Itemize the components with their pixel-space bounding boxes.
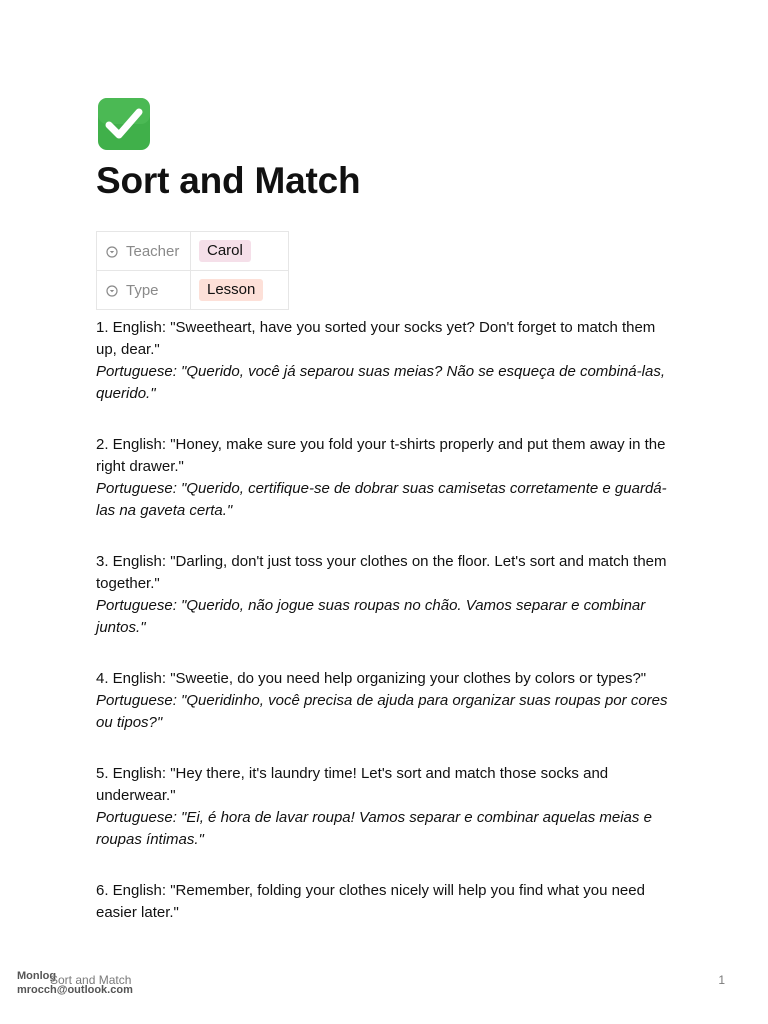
portuguese-phrase: Portuguese: "Querido, você já separou suas meias? Não se esqueça de combiná-las, querido." xyxy=(96,363,665,402)
property-name-cell xyxy=(97,232,191,271)
portuguese-phrase: Portuguese: "Querido, não jogue suas roupas no chão. Vamos separar e combinar juntos." xyxy=(96,597,646,636)
english-phrase: 4. English: "Sweetie, do you need help organizing your clothes by colors or types?" xyxy=(96,670,647,687)
property-name-teacher: Teacher xyxy=(126,242,180,260)
select-property-icon xyxy=(106,246,118,258)
property-row-type xyxy=(97,271,289,310)
properties-table xyxy=(96,231,289,310)
check-mark-button-icon xyxy=(96,96,152,152)
footer-email: mrocch@outlook.com xyxy=(17,984,133,996)
select-property-icon xyxy=(106,285,118,297)
property-name-cell xyxy=(97,271,191,310)
phrase-item xyxy=(96,880,680,924)
property-value-cell[interactable] xyxy=(191,271,289,310)
portuguese-phrase: Portuguese: "Querido, certifique-se de dobrar suas camisetas corretamente e guardá-las na gaveta certa." xyxy=(96,480,667,519)
english-phrase: 3. English: "Darling, don't just toss your clothes on the floor. Let's sort and match them together." xyxy=(96,553,667,592)
portuguese-phrase: Portuguese: "Queridinho, você precisa de ajuda para organizar suas roupas por cores ou tipos?" xyxy=(96,692,668,731)
phrase-list xyxy=(96,317,680,924)
phrase-item xyxy=(96,763,680,851)
property-value-cell[interactable] xyxy=(191,232,289,271)
footer-app-name: Monlog xyxy=(17,970,57,982)
english-phrase: 2. English: "Honey, make sure you fold your t-shirts properly and put them away in the right drawer." xyxy=(96,436,666,475)
type-tag[interactable]: Lesson xyxy=(199,279,263,301)
page-content xyxy=(96,96,680,953)
property-row-teacher xyxy=(97,232,289,271)
english-phrase: 1. English: "Sweetheart, have you sorted your socks yet? Don't forget to match them up, dear." xyxy=(96,319,656,358)
phrase-item xyxy=(96,317,680,405)
phrase-item xyxy=(96,551,680,639)
phrase-item xyxy=(96,668,680,734)
portuguese-phrase: Portuguese: "Ei, é hora de lavar roupa! Vamos separar e combinar aquelas meias e roupas íntimas." xyxy=(96,809,652,848)
english-phrase: 5. English: "Hey there, it's laundry time! Let's sort and match those socks and underwear." xyxy=(96,765,609,804)
property-name-type: Type xyxy=(126,281,159,299)
teacher-tag[interactable]: Carol xyxy=(199,240,251,262)
page-title: Sort and Match xyxy=(96,160,361,201)
footer-doc-title: Sort and Match xyxy=(50,973,132,987)
phrase-item xyxy=(96,434,680,522)
english-phrase: 6. English: "Remember, folding your clothes nicely will help you find what you need easier later." xyxy=(96,882,645,921)
footer-left xyxy=(17,969,177,999)
footer-page-number: 1 xyxy=(718,973,725,987)
